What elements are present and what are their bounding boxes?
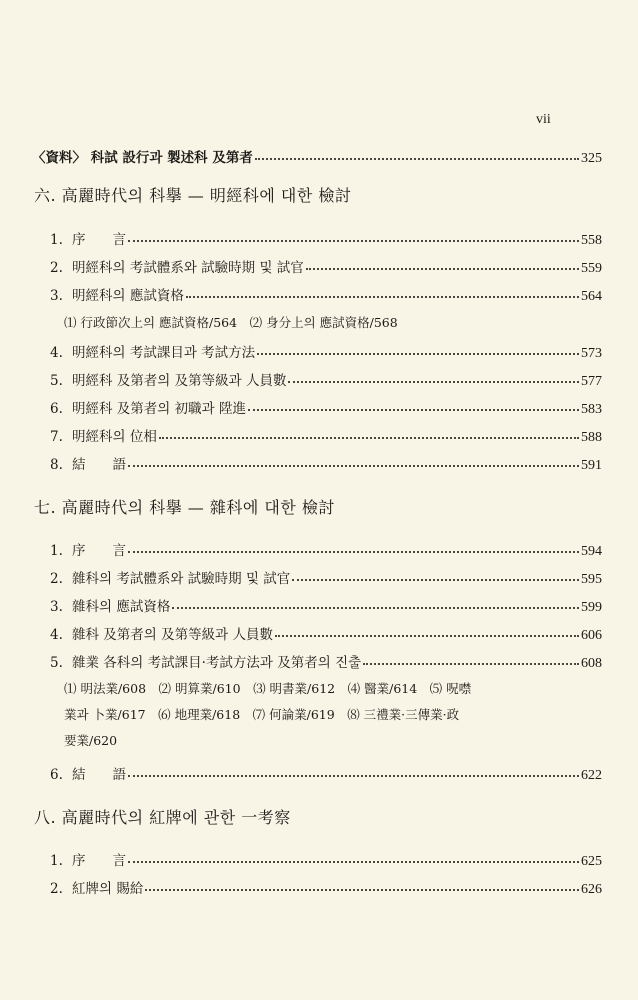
toc-item: [50, 256, 602, 277]
toc-item: [50, 284, 602, 305]
leader-dots: [363, 663, 579, 665]
sub-section-line: 業과 卜業/617 ⑹ 地理業/618 ⑺ 何論業/619 ⑻ 三禮業·三傳業·政: [64, 707, 460, 722]
item-label: 序 言: [72, 853, 126, 869]
leader-dots: [186, 296, 579, 298]
leader-dots: [306, 268, 579, 270]
page-number: vii: [536, 112, 551, 127]
leader-dots: [172, 607, 579, 609]
toc-item: [50, 425, 602, 446]
chapter-title: 八. 高麗時代의 紅牌에 관한 一考察: [34, 808, 291, 827]
sub-section-line: ⑴ 明法業/608 ⑵ 明算業/610 ⑶ 明書業/612 ⑷ 醫業/614 ⑸ 呪噤: [64, 681, 472, 696]
item-label: 紅牌의 賜給: [72, 881, 144, 897]
chapter-title: 六. 高麗時代의 科擧 — 明經科에 대한 檢討: [34, 186, 352, 205]
item-label: 雜科의 應試資格: [72, 599, 171, 615]
toc-item: [50, 623, 602, 644]
item-label: 明經科 及第者의 初職과 陞進: [72, 401, 246, 417]
leader-dots: [275, 635, 579, 637]
item-number: 4.: [50, 627, 63, 643]
toc-item: [50, 228, 602, 249]
toc-item: [50, 539, 602, 560]
leader-dots: [248, 409, 579, 411]
toc-entry-resource: [32, 146, 602, 167]
item-number: 1.: [50, 543, 63, 559]
item-page: 594: [581, 544, 602, 559]
item-label: 雜科 及第者의 及第等級과 人員數: [72, 627, 273, 643]
item-number: 2.: [50, 881, 63, 897]
toc-item: [50, 763, 602, 784]
item-label: 明經科의 應試資格: [72, 288, 184, 304]
sub-section-line: 要業/620: [64, 733, 118, 748]
item-number: 6.: [50, 401, 63, 417]
item-page: 583: [581, 402, 602, 417]
chapter-title: 七. 高麗時代의 科擧 — 雜科에 대한 檢討: [34, 498, 335, 517]
item-number: 3.: [50, 288, 63, 304]
toc-item: [50, 651, 602, 672]
item-number: 2.: [50, 571, 63, 587]
item-page: 559: [581, 261, 602, 276]
item-label: 明經科의 位相: [72, 429, 157, 445]
leader-dots: [257, 353, 579, 355]
item-label: 結 語: [72, 457, 126, 473]
leader-dots: [128, 861, 579, 863]
toc-item: [50, 595, 602, 616]
item-label: 明經科의 考試體系와 試驗時期 및 試官: [72, 260, 304, 276]
leader-dots: [145, 889, 579, 891]
leader-dots: [128, 775, 579, 777]
toc-item: [50, 849, 602, 870]
item-page: 626: [581, 882, 602, 897]
item-number: 4.: [50, 345, 63, 361]
item-number: 1.: [50, 853, 63, 869]
toc-item: [50, 397, 602, 418]
item-page: 608: [581, 656, 602, 671]
leader-dots: [255, 158, 579, 160]
item-label: 序 言: [72, 543, 126, 559]
item-page: 599: [581, 600, 602, 615]
item-number: 5.: [50, 373, 63, 389]
item-number: 7.: [50, 429, 63, 445]
item-label: 結 語: [72, 767, 126, 783]
sub-section-line: ⑴ 行政節次上의 應試資格/564 ⑵ 身分上의 應試資格/568: [64, 315, 398, 330]
item-number: 6.: [50, 767, 63, 783]
toc-item: [50, 453, 602, 474]
item-page: 564: [581, 289, 602, 304]
item-label: 雜業 各科의 考試課目·考試方法과 及第者의 진출: [72, 655, 362, 671]
toc-item: [50, 877, 602, 898]
item-label: 明經科 及第者의 及第等級과 人員數: [72, 373, 287, 389]
item-page: 558: [581, 233, 602, 248]
toc-item: [50, 341, 602, 362]
item-page: 573: [581, 346, 602, 361]
item-label: 雜科의 考試體系와 試驗時期 및 試官: [72, 571, 291, 587]
item-page: 577: [581, 374, 602, 389]
item-number: 8.: [50, 457, 63, 473]
item-number: 5.: [50, 655, 63, 671]
item-number: 2.: [50, 260, 63, 276]
item-page: 595: [581, 572, 602, 587]
leader-dots: [128, 551, 579, 553]
toc-item: [50, 369, 602, 390]
toc-item: [50, 567, 602, 588]
leader-dots: [128, 465, 579, 467]
item-label: 明經科의 考試課目과 考試方法: [72, 345, 256, 361]
item-page: 622: [581, 768, 602, 783]
item-label: 序 言: [72, 232, 126, 248]
leader-dots: [128, 240, 579, 242]
item-page: 625: [581, 854, 602, 869]
leader-dots: [159, 437, 579, 439]
item-number: 1.: [50, 232, 63, 248]
item-page: 591: [581, 458, 602, 473]
item-number: 3.: [50, 599, 63, 615]
item-page: 588: [581, 430, 602, 445]
item-page: 606: [581, 628, 602, 643]
toc-entry-page: 325: [581, 151, 602, 166]
leader-dots: [292, 579, 579, 581]
leader-dots: [288, 381, 579, 383]
toc-entry-label: 〈資料〉 科試 設行과 製述科 及第者: [32, 150, 253, 166]
